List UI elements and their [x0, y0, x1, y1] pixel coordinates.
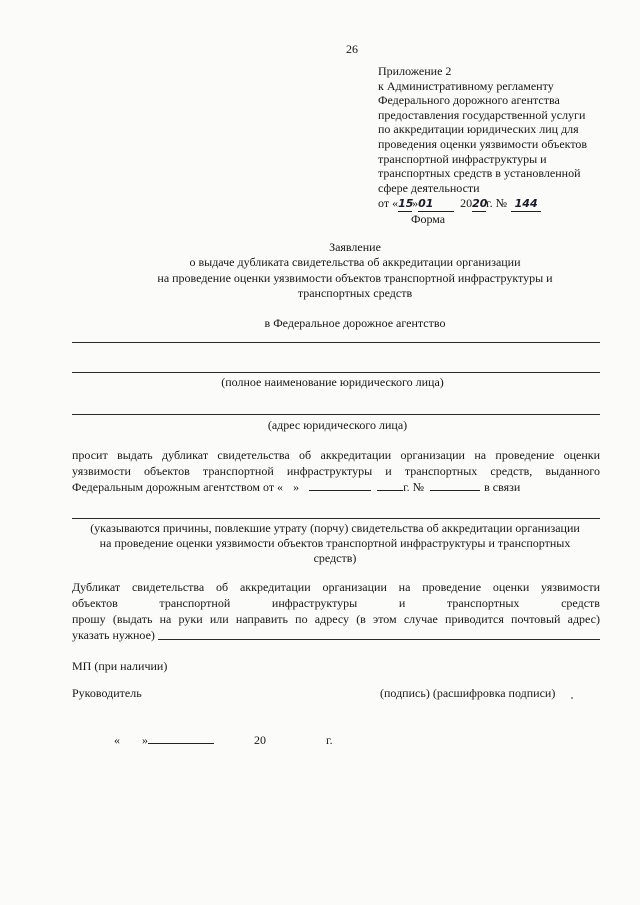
duplicate-word: транспортных	[446, 596, 520, 610]
appendix-line: по аккредитации юридических лиц для	[378, 122, 579, 137]
request-number-label: г. №	[403, 480, 425, 494]
signature-caption: (подпись) (расшифровка подписи)	[380, 686, 556, 700]
blank-month[interactable]	[309, 490, 371, 491]
duplicate-word: средств	[561, 596, 600, 610]
blank-line-reasons[interactable]	[72, 518, 600, 519]
application-title	[0, 255, 640, 302]
appendix-line: транспортных средств в установленной	[378, 166, 581, 181]
footer-year-prefix: 20	[254, 733, 266, 747]
footer-year-suffix: г.	[326, 733, 333, 747]
blank-line-address[interactable]	[72, 414, 600, 415]
caption-full-name: (полное наименование юридического лица)	[221, 375, 444, 389]
head-label: Руководитель	[72, 686, 142, 700]
duplicate-line-2	[72, 596, 600, 610]
addressee: в Федеральное дорожное агентство	[264, 316, 446, 330]
blank-line-2[interactable]	[72, 372, 600, 373]
duplicate-word: транспортной	[159, 596, 231, 610]
reasons-line: средств)	[313, 551, 357, 565]
date-year-prefix: 20	[460, 196, 473, 210]
duplicate-word: объектов	[72, 596, 118, 610]
appendix-line: сфере деятельности	[378, 180, 480, 195]
form-label: Форма	[411, 212, 446, 226]
appendix-line: Федерального дорожного агентства	[378, 93, 560, 108]
date-year-handwritten: 20	[472, 197, 488, 210]
caption-address: (адрес юридического лица)	[267, 418, 408, 432]
blank-year[interactable]	[377, 490, 403, 491]
footer-quote-open: «	[114, 733, 120, 747]
blank-line-1[interactable]	[72, 342, 600, 343]
duplicate-word: инфраструктуры	[271, 596, 358, 610]
appendix-line: Приложение 2	[378, 64, 452, 78]
request-line-2: уязвимости объектов транспортной инфраструктуры и транспортных средств, выданного	[72, 464, 600, 478]
date-month-handwritten: 01	[418, 197, 454, 212]
appendix-line: транспортной инфраструктуры и	[378, 151, 547, 166]
scan-speck	[571, 697, 573, 699]
stamp-label: МП (при наличии)	[72, 659, 168, 673]
order-number-handwritten: 144	[511, 197, 541, 212]
blank-line-delivery[interactable]	[158, 639, 600, 640]
page-number: 26	[346, 42, 358, 56]
date-mid: »	[412, 196, 419, 210]
duplicate-line-1: Дубликат свидетельства об аккредитации организации на проведение оценки уязвимости	[72, 580, 600, 594]
appendix-block	[378, 64, 587, 195]
footer-date	[114, 733, 333, 747]
title-line: транспортных средств	[297, 286, 413, 300]
request-line-1: просит выдать дубликат свидетельства об аккредитации организации на проведение оценки	[72, 448, 600, 462]
caption-reasons	[0, 521, 640, 566]
appendix-line: к Административному регламенту	[378, 78, 554, 93]
request-quote-close: »	[293, 480, 300, 494]
blank-footer-month[interactable]	[148, 743, 214, 744]
appendix-line: предоставления государственной услуги	[378, 107, 586, 122]
appendix-line: проведения оценки уязвимости объектов	[378, 136, 588, 151]
date-prefix: от «	[378, 196, 399, 210]
reasons-line: (указываются причины, повлекшие утрату (порчу) свидетельства об аккредитации организации	[90, 521, 580, 535]
title-line: на проведение оценки уязвимости объектов транспортной инфраструктуры и	[157, 270, 553, 285]
request-in-connection: в связи	[484, 480, 521, 494]
reasons-line: на проведение оценки уязвимости объектов транспортной инфраструктуры и транспортных	[99, 536, 571, 550]
date-day-handwritten: 15	[398, 197, 414, 210]
request-line-3	[72, 480, 520, 494]
date-number-label: г. №	[486, 196, 508, 210]
duplicate-line-3: прошу (выдать на руки или направить по адресу (в этом случае приводится почтовый адрес)	[72, 612, 600, 626]
blank-number[interactable]	[430, 490, 480, 491]
application-heading: Заявление	[329, 240, 381, 254]
duplicate-line-4: указать нужное)	[72, 628, 155, 642]
duplicate-word: и	[398, 596, 406, 610]
title-line: о выдаче дубликата свидетельства об аккредитации организации	[189, 255, 521, 269]
footer-quote-close: »	[142, 733, 148, 747]
request-text-issued-by: Федеральным дорожным агентством от «	[72, 480, 284, 494]
appendix-date-line	[378, 196, 541, 212]
